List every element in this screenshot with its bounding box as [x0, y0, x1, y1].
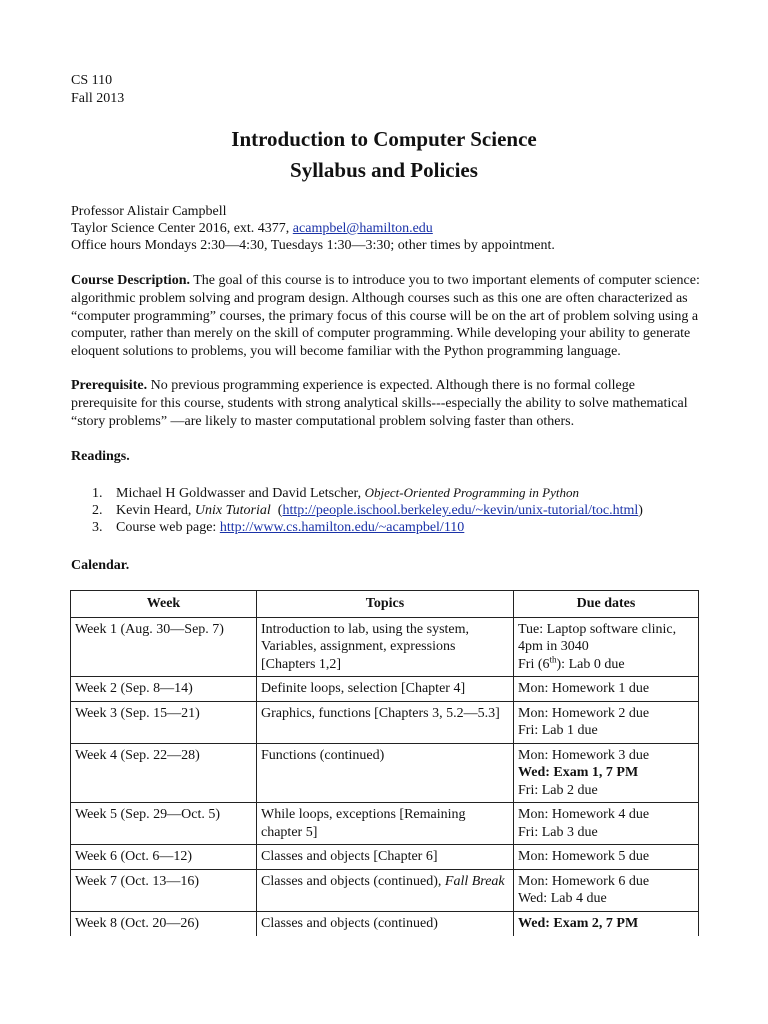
- column-header: Week: [71, 591, 257, 618]
- due-cell: Mon: Homework 5 due: [514, 845, 699, 870]
- week-cell: Week 4 (Sep. 22—28): [71, 743, 257, 803]
- office-text: Taylor Science Center 2016, ext. 4377,: [71, 221, 293, 236]
- description-label: Course Description.: [71, 273, 190, 288]
- calendar-table: [70, 590, 699, 936]
- topics-cell: Definite loops, selection [Chapter 4]: [257, 677, 514, 702]
- office-hours: Office hours Mondays 2:30—4:30, Tuesdays 1:30—3:30; other times by appointment.: [71, 238, 555, 253]
- course-term: Fall 2013: [71, 91, 125, 106]
- reading-item: 3. Course web page: http://www.cs.hamilton.edu/~acampbel/110: [92, 520, 465, 535]
- due-cell: Mon: Homework 3 due Wed: Exam 1, 7 PM Fri: Lab 2 due: [514, 743, 699, 803]
- table-row: [71, 803, 699, 845]
- table-row: [71, 911, 699, 936]
- topics-cell: Functions (continued): [257, 743, 514, 803]
- topics-cell: Classes and objects (continued): [257, 911, 514, 936]
- prerequisite-label: Prerequisite.: [71, 378, 148, 393]
- professor-office: [71, 220, 433, 237]
- table-row: [71, 701, 699, 743]
- due-cell: Mon: Homework 6 due Wed: Lab 4 due: [514, 869, 699, 911]
- reading-item: 1. Michael H Goldwasser and David Letscher, Object-Oriented Programming in Python: [92, 485, 579, 501]
- week-cell: Week 6 (Oct. 6—12): [71, 845, 257, 870]
- table-header-row: [71, 591, 699, 618]
- week-cell: Week 5 (Sep. 29—Oct. 5): [71, 803, 257, 845]
- page-subtitle: Syllabus and Policies: [290, 158, 478, 182]
- topics-cell: While loops, exceptions [Remaining chapter 5]: [257, 803, 514, 845]
- due-cell: Tue: Laptop software clinic, 4pm in 3040 Fri (6th): Lab 0 due: [514, 617, 699, 677]
- reading-item: 2. Kevin Heard, Unix Tutorial (http://people.ischool.berkeley.edu/~kevin/unix-tutorial/toc.html): [92, 503, 643, 518]
- week-cell: Week 1 (Aug. 30—Sep. 7): [71, 617, 257, 677]
- column-header: Due dates: [514, 591, 699, 618]
- due-cell: Mon: Homework 2 due Fri: Lab 1 due: [514, 701, 699, 743]
- table-row: [71, 677, 699, 702]
- week-cell: Week 8 (Oct. 20—26): [71, 911, 257, 936]
- week-cell: Week 7 (Oct. 13—16): [71, 869, 257, 911]
- course-code: CS 110: [71, 73, 113, 88]
- topics-cell: Classes and objects (continued), Fall Break: [257, 869, 514, 911]
- table-row: [71, 743, 699, 803]
- table-row: [71, 869, 699, 911]
- column-header: Topics: [257, 591, 514, 618]
- week-cell: Week 2 (Sep. 8—14): [71, 677, 257, 702]
- readings-heading: Readings.: [71, 449, 130, 464]
- unix-tutorial-link[interactable]: http://people.ischool.berkeley.edu/~kevin/unix-tutorial/toc.html: [282, 503, 639, 518]
- course-web-link[interactable]: http://www.cs.hamilton.edu/~acampbel/110: [219, 520, 465, 535]
- due-cell: Wed: Exam 2, 7 PM: [514, 911, 699, 936]
- email-link[interactable]: acampbel@hamilton.edu: [292, 221, 433, 236]
- course-description: Course Description. The goal of this course is to introduce you to two important elements of computer science: algorithmic problem solving and program design. Although courses such as this one are often characterized as “computer programming” courses, the primary focus of this course will be on the art of problem solving using a computer, rather than merely on the skill of computer programming. While developing your ability to generate eloquent solutions to problems, you will become familiar with the Python programming language.: [71, 273, 700, 360]
- topics-cell: Introduction to lab, using the system, Variables, assignment, expressions [Chapters 1,2]: [257, 617, 514, 677]
- professor-name: Professor Alistair Campbell: [71, 204, 227, 219]
- page-title: Introduction to Computer Science: [231, 127, 537, 151]
- calendar-heading: Calendar.: [71, 558, 130, 573]
- topics-cell: Classes and objects [Chapter 6]: [257, 845, 514, 870]
- topics-cell: Graphics, functions [Chapters 3, 5.2—5.3]: [257, 701, 514, 743]
- due-cell: Mon: Homework 1 due: [514, 677, 699, 702]
- week-cell: Week 3 (Sep. 15—21): [71, 701, 257, 743]
- prerequisite: Prerequisite. No previous programming experience is expected. Although there is no formal college prerequisite for this course, students with strong analytical skills---especially the ability to solve mathematical “story problems” —are likely to master computational problem solving faster than others.: [71, 378, 688, 429]
- table-row: [71, 617, 699, 677]
- table-row: [71, 845, 699, 870]
- due-cell: Mon: Homework 4 due Fri: Lab 3 due: [514, 803, 699, 845]
